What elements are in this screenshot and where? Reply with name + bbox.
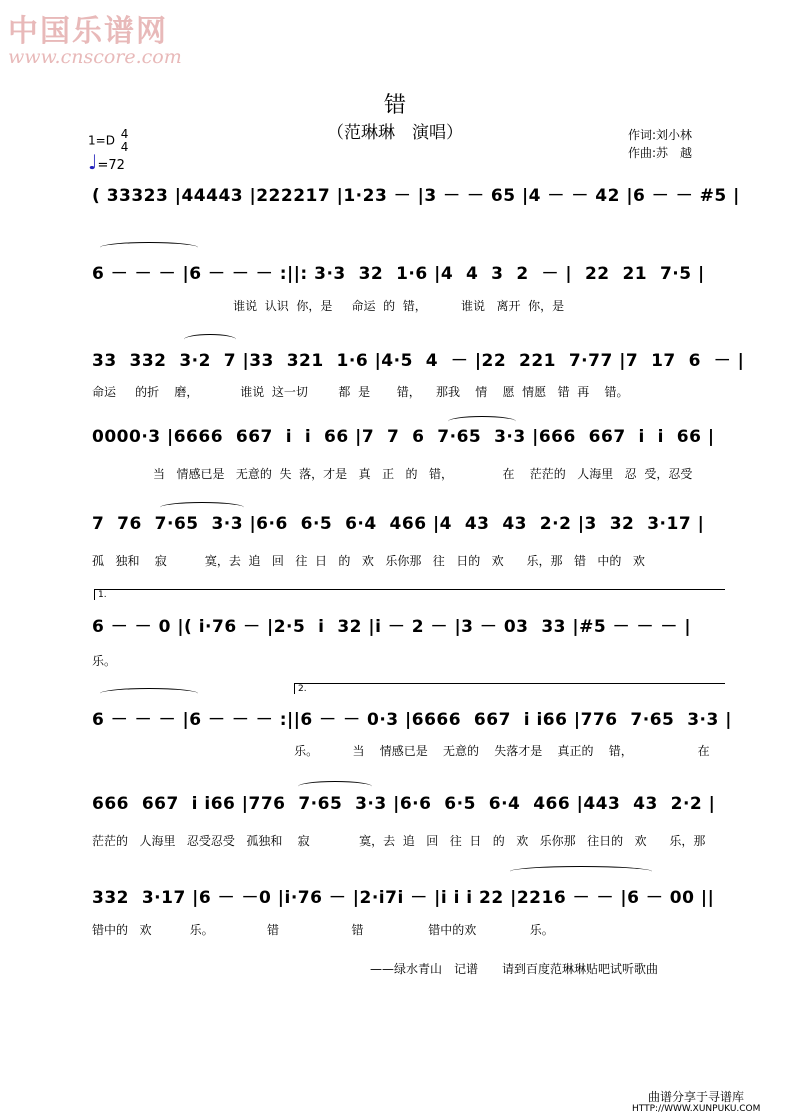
first-ending-label: 1.	[98, 590, 107, 600]
tie-arc	[100, 242, 198, 253]
lyric-row-5: 孤 独和 寂 寞，去 追 回 往 日 的 欢 乐你那 往 日的 欢 乐，那 错 中的 欢	[92, 554, 645, 568]
score-row-9: 332 3·17 |6 － －0 |i·76 － |2·i7i － |i i i 22 |2216 － － |6 － 00 ||	[92, 888, 715, 908]
tie-arc	[100, 688, 198, 699]
lyric-row-7: 乐。 当 情感已是 无意的 失落才是 真正的 错， 在	[92, 744, 710, 758]
score-row-3: 33 332 3·2 7 |33 321 1·6 |4·5 4 － |22 221 7·77 |7 17 6 － |	[92, 351, 745, 371]
tie-arc	[448, 416, 516, 427]
second-ending-label: 2.	[298, 684, 307, 694]
share-notice: 曲谱分享于寻谱库	[648, 1090, 745, 1104]
tempo-marking	[88, 150, 125, 174]
tie-arc	[184, 334, 236, 345]
tempo-value: =72	[97, 158, 125, 173]
tie-arc	[298, 781, 372, 792]
watermark-site-url: www.cnscore.com	[8, 46, 182, 68]
lyric-row-3: 命运 的折 磨， 谁说 这一切 都 是 错， 那我 情 愿 情愿 错 再 错。	[92, 385, 629, 399]
score-row-2: 6 － － － |6 － － － :||: 3·3 32 1·6 |4 4 3 2 － | 22 21 7·5 |	[92, 264, 705, 284]
lyric-row-2: 谁说 认识 你，是 命运 的 错， 谁说 离开 你，是	[92, 299, 565, 313]
tie-arc	[510, 866, 652, 877]
score-row-4: 0000·3 |6666 667 i i 66 |7 7 6 7·65 3·3 |666 667 i i 66 |	[92, 427, 715, 447]
score-row-5: 7 76 7·65 3·3 |6·6 6·5 6·4 466 |4 43 43 2·2 |3 32 3·17 |	[92, 514, 705, 534]
time-bottom: 4	[120, 140, 129, 154]
second-ending-bracket	[294, 683, 725, 694]
score-row-7: 6 － － － |6 － － － :||6 － － 0·3 |6666 667 i i66 |776 7·65 3·3 |	[92, 710, 732, 730]
time-top: 4	[120, 127, 129, 141]
transcriber-credit: ——绿水青山 记谱 请到百度范琳琳贴吧试听歌曲	[370, 962, 659, 976]
lyric-row-4: 当 情感已是 无意的 失 落，才是 真 正 的 错， 在 茫茫的 人海里 忍 受，忍受	[92, 467, 693, 481]
score-row-1: ( 33323 |44443 |222217 |1·23 － |3 － － 65 |4 － － 42 |6 － － #5 |	[92, 186, 740, 206]
lyric-row-9: 错中的 欢 乐。 错 错 错中的欢 乐。	[92, 923, 554, 937]
song-title: 错	[383, 93, 406, 118]
score-row-8: 666 667 i i66 |776 7·65 3·3 |6·6 6·5 6·4 466 |443 43 2·2 |	[92, 794, 716, 814]
score-row-6: 6 － － 0 |( i·76 － |2·5 i 32 |i － 2 － |3 － 03 33 |#5 － － － |	[92, 617, 692, 637]
share-url: HTTP://WWW.XUNPUKU.COM	[632, 1104, 761, 1114]
composer-credit: 作曲:苏 越	[628, 146, 693, 160]
key-label: 1=D	[88, 133, 115, 148]
first-ending-bracket	[94, 589, 725, 600]
lyric-row-6: 乐。	[92, 654, 117, 668]
lyricist-credit: 作词:刘小林	[628, 128, 693, 142]
watermark-site-name: 中国乐谱网	[8, 14, 168, 49]
quarter-note-icon: ♩	[88, 150, 98, 174]
tie-arc	[160, 502, 244, 513]
singer-credit: （范琳琳 演唱）	[327, 123, 463, 143]
lyric-row-8: 茫茫的 人海里 忍受忍受 孤独和 寂 寞，去 追 回 往 日 的 欢 乐你那 往日的 欢 乐，那	[92, 834, 706, 848]
